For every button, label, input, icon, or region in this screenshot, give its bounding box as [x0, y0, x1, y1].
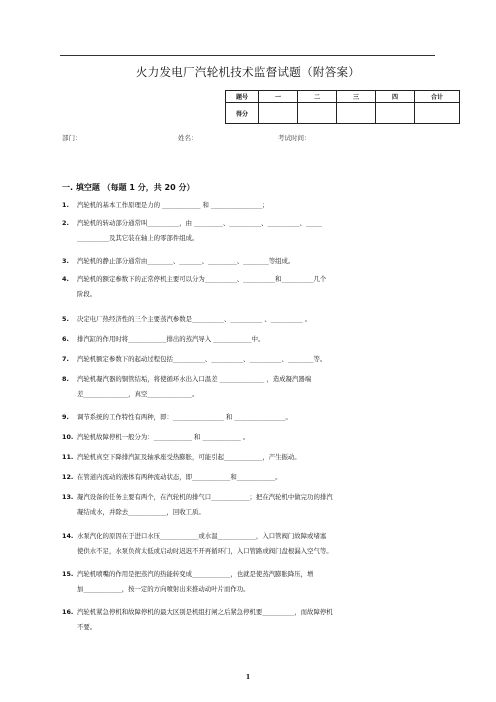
question-number: 4. — [62, 275, 69, 283]
exam-time-label: 考试时间： — [278, 134, 311, 142]
question-number: 13. — [62, 493, 74, 501]
question-text-continued: __________及其它装在轴上的零部件组成。 — [77, 234, 199, 242]
question-number: 8. — [62, 375, 69, 383]
score-header-cell: 二 — [298, 91, 337, 103]
question-text-continued: 差______________，真空______________。 — [77, 390, 199, 398]
score-input-cell[interactable] — [337, 103, 376, 124]
question-text-continued: 不要。 — [77, 623, 97, 631]
score-header-cell: 三 — [337, 91, 376, 103]
score-input-cell[interactable] — [259, 103, 298, 124]
question-number: 10. — [62, 433, 74, 441]
score-header-cell: 一 — [259, 91, 298, 103]
question-text: 汽轮机的额定参数下的正常停机主要可以分为__________、__________和__________几个 — [77, 275, 327, 283]
score-header-cell: 四 — [376, 91, 415, 103]
score-table-header-row — [226, 91, 460, 103]
page-number: 1 — [245, 673, 251, 681]
score-table-score-row — [226, 103, 460, 124]
question-number: 7. — [62, 355, 69, 363]
score-input-cell[interactable] — [376, 103, 415, 124]
question-number: 5. — [62, 315, 69, 323]
score-input-cell[interactable] — [415, 103, 460, 124]
question-text: 汽轮机故障停机一般分为：____________ 和 ____________ 。 — [77, 433, 250, 441]
score-header-cell: 题号 — [226, 91, 259, 103]
question-number: 12. — [62, 473, 74, 481]
question-text: 决定电厂热经济性的三个主要蒸汽参数是__________、__________ 、__________ 。 — [77, 315, 312, 323]
score-header-cell: 合计 — [415, 91, 460, 103]
question-number: 1. — [62, 201, 69, 209]
question-text-continued: 加____________，按一定的方向喷射出来推动动叶片而作功。 — [77, 585, 250, 593]
question-text-continued: 阶段。 — [77, 290, 97, 298]
question-number: 3. — [62, 257, 69, 265]
name-label: 姓名： — [178, 134, 198, 142]
question-text: 汽轮机额定参数下的起动过程包括__________、__________、__________、________等。 — [77, 355, 327, 363]
question-text: 汽轮机的基本工作原理是力的 ____________ 和 ________________； — [77, 201, 269, 209]
score-table — [225, 90, 460, 124]
question-text: 调节系统的工作特性有两种，即：________________ 和 ________________。 — [77, 413, 292, 421]
question-text: 在管道内流动的液体有两种流动状态，即____________和____________。 — [77, 473, 282, 481]
section-title: 一. 填空题 （每题 1 分，共 20 分） — [62, 183, 195, 192]
page-title: 火力发电厂汽轮机技术监督试题（附答案） — [135, 65, 361, 79]
question-number: 6. — [62, 335, 69, 343]
question-number: 16. — [62, 608, 74, 616]
question-text: 排汽缸的作用时将____________排出的蒸汽导入 ____________中。 — [77, 335, 265, 343]
question-text: 汽轮机紧急停机和故障停机的最大区别是机组打闸之后紧急停机要__________，而故障停机 — [77, 608, 333, 616]
header-rule — [60, 55, 435, 56]
question-number: 15. — [62, 570, 74, 578]
question-text-continued: 凝结成水，并除去____________，回收工质。 — [77, 508, 205, 516]
question-number: 14. — [62, 532, 74, 540]
question-text: 汽轮机凝汽器的铜管结垢，将使循环水出入口温差 ______________ ，造成凝汽器端 — [77, 375, 312, 383]
score-input-cell[interactable] — [298, 103, 337, 124]
question-text: 凝汽设备的任务主要有两个，在汽轮机的排气口____________；把在汽轮机中做完功的排汽 — [77, 493, 333, 501]
question-text: 汽轮机的转动部分通常叫__________，由 _________、__________、__________、_____ — [77, 219, 322, 227]
question-text: 汽轮机的静止部分通常由________、_______、_________、________等组成。 — [77, 257, 295, 265]
question-text: 水泵汽化的原因在于进口水压____________或水温____________，入口管阀门故障或堵塞 — [77, 532, 327, 540]
question-number: 11. — [62, 453, 74, 461]
question-text: 汽轮机真空下降排汽缸及轴承座受热膨胀，可能引起____________，产生振动。 — [77, 453, 301, 461]
question-text: 汽轮机喷嘴的作用是把蒸汽的热能转变成____________，也就是使蒸汽膨胀降压，增 — [77, 570, 314, 578]
department-label: 部门： — [62, 134, 82, 142]
score-row-label: 得分 — [226, 103, 259, 124]
question-number: 9. — [62, 413, 69, 421]
question-number: 2. — [62, 219, 69, 227]
question-text-continued: 使供水不足，水泵负荷太低或启动时迟迟不开再循环门，入口管路或阀门盘根漏入空气等。 — [77, 547, 333, 555]
